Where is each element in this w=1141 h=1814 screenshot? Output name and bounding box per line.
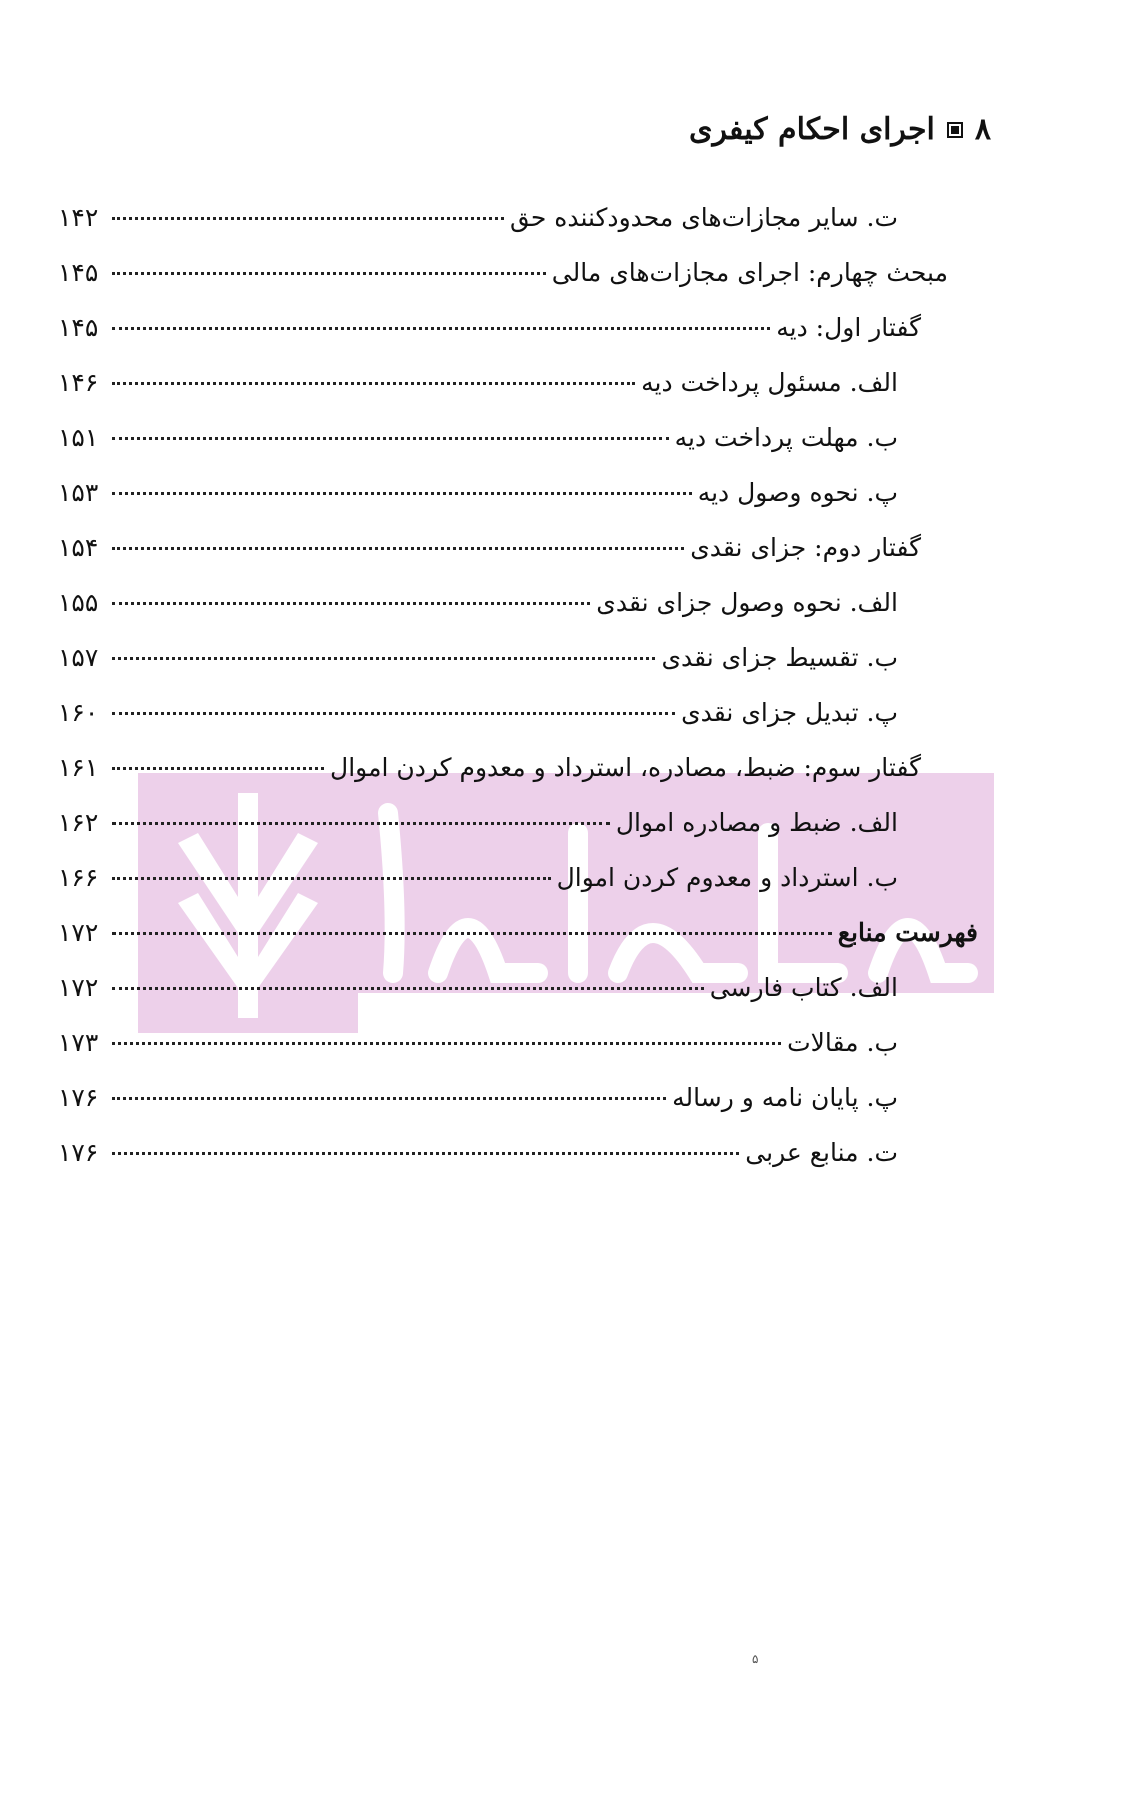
toc-entry-title: الف. ضبط و مصادره اموال bbox=[615, 808, 898, 837]
dot-leader bbox=[112, 326, 770, 330]
toc-entry-title: گفتار اول: دیه bbox=[776, 313, 921, 342]
toc-entry-title: ب. مهلت پرداخت دیه bbox=[674, 423, 898, 452]
toc-entry-title: ب. تقسیط جزای نقدی bbox=[661, 643, 898, 672]
toc-entry-title: ت. منابع عربی bbox=[745, 1138, 898, 1167]
toc-entry-page: ۱۴۲ bbox=[58, 203, 99, 232]
toc-entry-title: الف. کتاب فارسی bbox=[709, 973, 898, 1002]
dot-leader bbox=[112, 931, 832, 935]
page-header bbox=[689, 112, 991, 148]
toc-entry bbox=[58, 1015, 978, 1070]
page-number: ۸ bbox=[974, 112, 991, 147]
dot-leader bbox=[112, 711, 675, 715]
toc-entry-page: ۱۵۵ bbox=[58, 588, 99, 617]
dot-leader bbox=[112, 986, 704, 990]
toc-entry-page: ۱۵۳ bbox=[58, 478, 99, 507]
toc-entry bbox=[58, 795, 978, 850]
toc-entry-title: الف. نحوه وصول جزای نقدی bbox=[596, 588, 898, 617]
toc-entry bbox=[58, 300, 978, 355]
dot-leader bbox=[112, 821, 610, 825]
toc-entry-page: ۱۵۴ bbox=[58, 533, 99, 562]
toc-entry bbox=[58, 630, 978, 685]
dot-leader bbox=[112, 546, 684, 550]
toc-entry-page: ۱۴۵ bbox=[58, 258, 99, 287]
toc-entry-title: ت. سایر مجازات‌های محدودکننده حق bbox=[509, 203, 898, 232]
toc-entry-page: ۱۵۷ bbox=[58, 643, 99, 672]
toc-entry bbox=[58, 520, 978, 575]
book-title: اجرای احکام کیفری bbox=[689, 112, 935, 147]
footer-mark: ۵ bbox=[752, 1652, 759, 1666]
toc-entry-page: ۱۷۲ bbox=[58, 918, 99, 947]
toc-entry bbox=[58, 685, 978, 740]
dot-leader bbox=[112, 876, 551, 880]
toc-entry bbox=[58, 355, 978, 410]
dot-leader bbox=[112, 656, 655, 660]
toc-entry-page: ۱۷۳ bbox=[58, 1028, 99, 1057]
toc-entry-title: پ. نحوه وصول دیه bbox=[697, 478, 898, 507]
toc-entry-page: ۱۶۱ bbox=[58, 753, 99, 782]
toc-entry-page: ۱۵۱ bbox=[58, 423, 99, 452]
toc-entry-title: پ. پایان نامه و رساله bbox=[672, 1083, 898, 1112]
toc-entry bbox=[58, 960, 978, 1015]
toc-entry-page: ۱۶۶ bbox=[58, 863, 99, 892]
toc-entry-page: ۱۶۲ bbox=[58, 808, 99, 837]
toc-entry bbox=[58, 1125, 978, 1180]
toc-entry-title: ب. مقالات bbox=[787, 1028, 898, 1057]
toc-entry-title: پ. تبدیل جزای نقدی bbox=[681, 698, 898, 727]
dot-leader bbox=[112, 381, 635, 385]
toc-entry-title: مبحث چهارم: اجرای مجازات‌های مالی bbox=[551, 258, 948, 287]
toc-entry bbox=[58, 245, 978, 300]
square-bullet-icon bbox=[947, 122, 963, 138]
toc-entry bbox=[58, 1070, 978, 1125]
dot-leader bbox=[112, 436, 669, 440]
toc-entry-title: الف. مسئول پرداخت دیه bbox=[641, 368, 898, 397]
toc-entry bbox=[58, 465, 978, 520]
toc-entry bbox=[58, 190, 978, 245]
toc-entry-page: ۱۴۵ bbox=[58, 313, 99, 342]
toc-entry bbox=[58, 575, 978, 630]
table-of-contents bbox=[58, 190, 978, 1180]
toc-entry-page: ۱۷۶ bbox=[58, 1083, 99, 1112]
dot-leader bbox=[112, 271, 546, 275]
dot-leader bbox=[112, 766, 324, 770]
toc-entry bbox=[58, 410, 978, 465]
toc-entry bbox=[58, 740, 978, 795]
toc-entry-title: ب. استرداد و معدوم کردن اموال bbox=[556, 863, 898, 892]
dot-leader bbox=[112, 491, 692, 495]
toc-entry bbox=[58, 850, 978, 905]
dot-leader bbox=[112, 601, 590, 605]
toc-entry-title: گفتار سوم: ضبط، مصادره، استرداد و معدوم کردن اموال bbox=[330, 753, 921, 782]
toc-entry-title: گفتار دوم: جزای نقدی bbox=[690, 533, 921, 562]
toc-entry-page: ۱۶۰ bbox=[58, 698, 99, 727]
toc-entry-page: ۱۴۶ bbox=[58, 368, 99, 397]
dot-leader bbox=[112, 1041, 781, 1045]
dot-leader bbox=[112, 216, 504, 220]
toc-entry-page: ۱۷۶ bbox=[58, 1138, 99, 1167]
toc-entry bbox=[58, 905, 978, 960]
toc-entry-title: فهرست منابع bbox=[837, 918, 978, 947]
toc-entry-page: ۱۷۲ bbox=[58, 973, 99, 1002]
dot-leader bbox=[112, 1151, 739, 1155]
dot-leader bbox=[112, 1096, 666, 1100]
